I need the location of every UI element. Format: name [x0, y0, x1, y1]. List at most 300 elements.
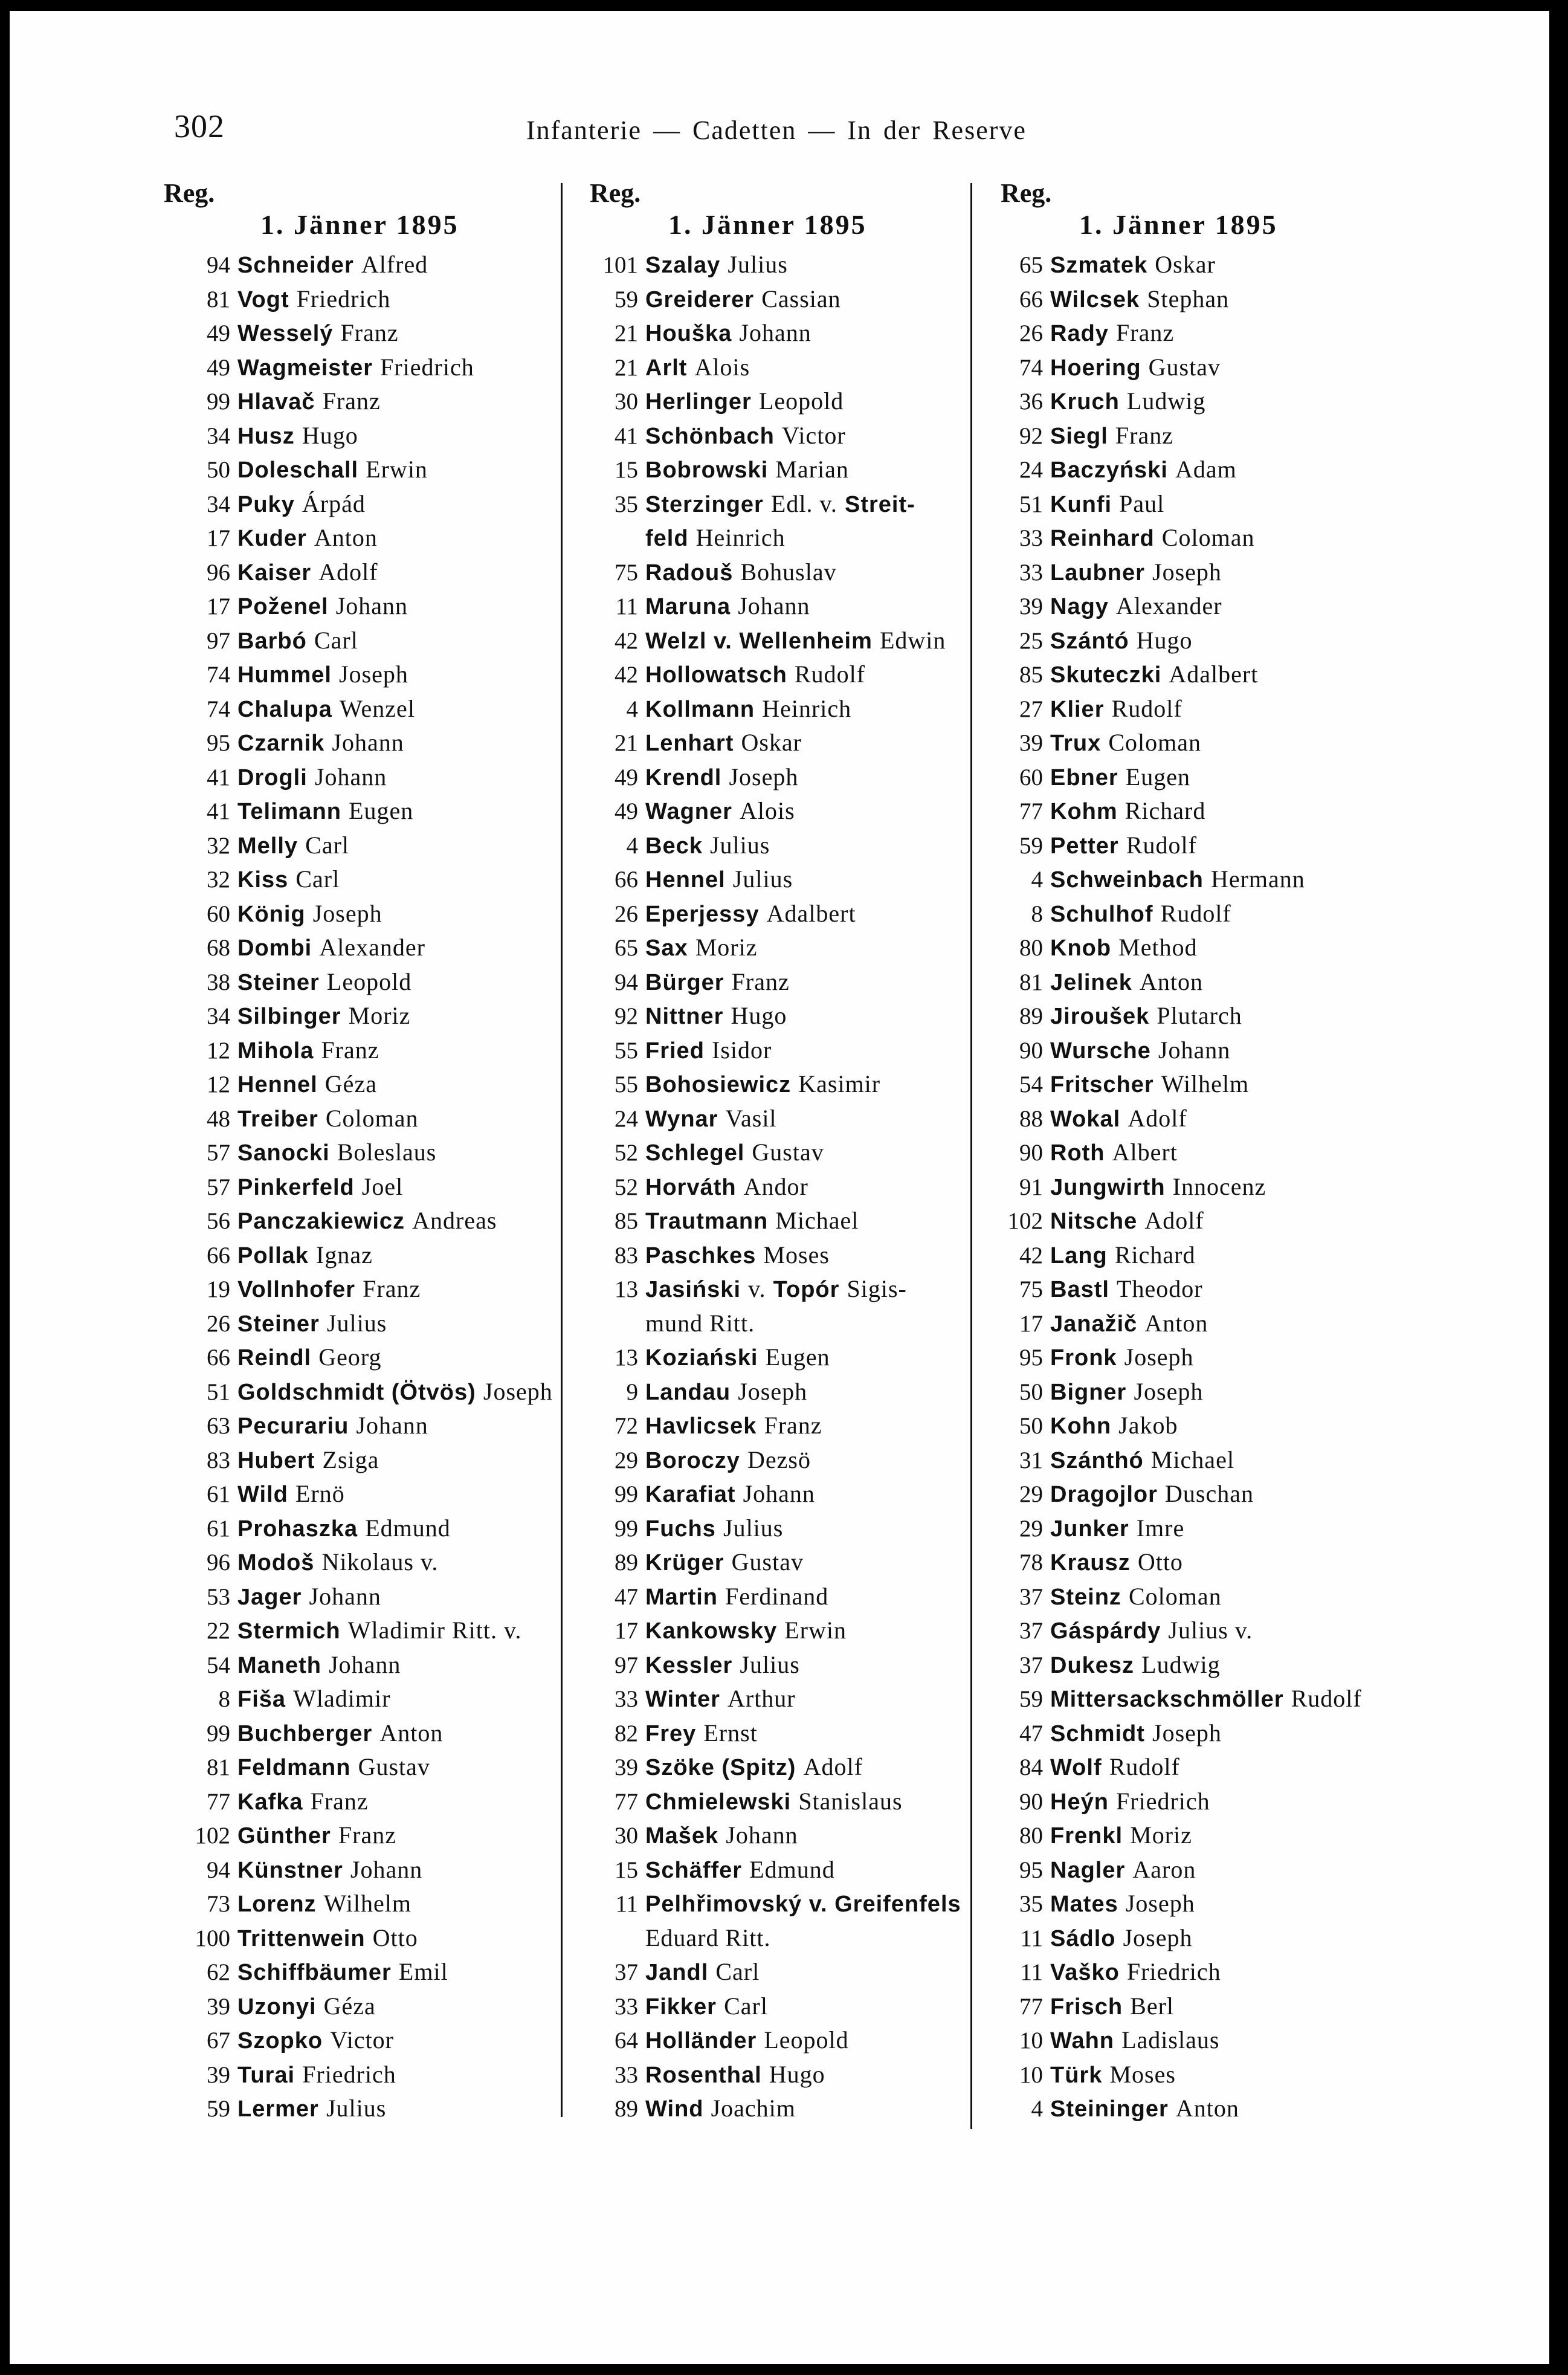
list-item: [164, 2023, 563, 2058]
entry-text: [1050, 1204, 1204, 1239]
reg-number: 59: [207, 2096, 230, 2122]
given-name: Moses: [1109, 2060, 1176, 2088]
given-name: Albert: [1112, 1139, 1178, 1166]
given-name: Bohuslav: [740, 558, 837, 586]
reg-number: 17: [615, 1618, 638, 1644]
list-item: [164, 1511, 563, 1546]
given-name: Rudolf: [1111, 694, 1182, 722]
reg-number: 49: [207, 320, 230, 346]
reg-number: 74: [207, 662, 230, 688]
entry-text: [1050, 1136, 1178, 1171]
given-name: Eugen: [765, 1343, 830, 1371]
surname-continued: Topór: [773, 1277, 840, 1302]
entry-text: [1050, 897, 1231, 932]
reg-number: 55: [615, 1037, 638, 1064]
column-2: [590, 179, 982, 2126]
surname: Feldmann: [237, 1755, 351, 1780]
surname: Maruna: [645, 594, 731, 619]
list-item: [590, 1204, 982, 1238]
reg-number: 66: [207, 1345, 230, 1371]
surname: Fiša: [237, 1687, 286, 1712]
reg-number: 100: [195, 1925, 230, 1951]
entry-text: [645, 1307, 755, 1342]
surname: Krüger: [645, 1550, 724, 1575]
reg-number: 17: [207, 525, 230, 551]
reg-number: 13: [615, 1345, 638, 1371]
list-item: [164, 999, 563, 1033]
list-item: [164, 248, 563, 282]
surname: Kruch: [1050, 389, 1120, 415]
list-item: [590, 965, 982, 1000]
reg-number: 55: [615, 1071, 638, 1097]
entry-text: [1050, 1887, 1195, 1922]
reg-number: 61: [207, 1515, 230, 1542]
given-name: Johann: [726, 1821, 798, 1849]
given-name: Edmund: [365, 1514, 451, 1542]
given-name: Julius v.: [1168, 1617, 1253, 1644]
given-name: Anton: [379, 1719, 444, 1747]
entry-text: [645, 1921, 771, 1956]
surname: Laubner: [1050, 560, 1145, 586]
entry-text: [237, 1033, 379, 1068]
list-item: [1001, 1716, 1393, 1751]
list-item: [590, 1682, 982, 1716]
list-item: [164, 2058, 563, 2092]
given-name: mund Ritt.: [645, 1309, 755, 1337]
reg-number: 102: [195, 1823, 230, 1849]
given-name: Johann: [739, 319, 811, 346]
entry-text: [1050, 999, 1242, 1034]
reg-number: 34: [207, 422, 230, 449]
list-item: [164, 1477, 563, 1511]
reg-number: 15: [615, 457, 638, 483]
reg-number: 96: [207, 1549, 230, 1575]
date-heading: 1. Jänner 1895: [1079, 209, 1278, 240]
surname: Vogt: [237, 286, 289, 312]
list-item: [164, 521, 563, 555]
entry-text: [1050, 1033, 1230, 1068]
surname: Horváth: [645, 1174, 737, 1200]
column-divider: [561, 183, 563, 2117]
list-item: [1001, 1102, 1393, 1136]
surname: Pecurariu: [237, 1414, 349, 1439]
surname: Kollmann: [645, 696, 755, 722]
surname: Eperjessy: [645, 901, 760, 927]
surname: Steiner: [237, 969, 320, 995]
entry-text: [645, 1818, 798, 1853]
reg-number: 65: [615, 935, 638, 961]
surname: Günther: [237, 1823, 331, 1849]
list-item: [1001, 726, 1393, 760]
given-name: Anton: [314, 524, 378, 551]
surname: Kafka: [237, 1789, 303, 1815]
given-name: Isidor: [712, 1036, 772, 1064]
surname: Pollak: [237, 1242, 309, 1268]
entry-text: [645, 282, 841, 317]
surname: Treiber: [237, 1106, 318, 1132]
surname: Mašek: [645, 1823, 719, 1849]
reg-number: 4: [1031, 867, 1043, 893]
given-name: Gustav: [358, 1753, 430, 1780]
given-name: Johann: [1158, 1036, 1231, 1064]
entry-text: [237, 1955, 448, 1990]
list-item: [164, 1170, 563, 1204]
surname: Czarnik: [237, 731, 325, 756]
given-name: Arthur: [727, 1685, 796, 1712]
given-name: Nikolaus v.: [321, 1548, 439, 1575]
list-item: [1001, 1340, 1393, 1375]
surname: Siegl: [1050, 423, 1108, 449]
reg-number: 4: [626, 696, 638, 722]
given-name: Wenzel: [340, 694, 415, 722]
column-3: [1001, 179, 1393, 2126]
given-name: Ludwig: [1141, 1650, 1221, 1678]
given-name: Joseph: [483, 1377, 553, 1405]
reg-label: Reg.: [590, 178, 641, 208]
list-item: [590, 1443, 982, 1478]
entry-text: [237, 1989, 376, 2024]
list-item: [1001, 897, 1393, 931]
reg-number: 88: [1019, 1105, 1043, 1132]
list-item: [590, 1170, 982, 1204]
surname: Rady: [1050, 321, 1109, 346]
given-name: Carl: [724, 1992, 768, 2020]
list-item: [164, 862, 563, 897]
entry-text: [237, 1443, 379, 1478]
given-name: Hugo: [731, 1002, 787, 1029]
entry-text: [645, 1682, 796, 1717]
given-name: Rudolf: [1160, 899, 1231, 927]
entry-text: [1050, 1921, 1192, 1956]
reg-number: 11: [1020, 1959, 1043, 1985]
list-item: [590, 1853, 982, 1887]
list-item: [164, 1272, 563, 1307]
reg-number: 49: [615, 798, 638, 824]
given-name: Johann: [350, 1855, 423, 1883]
given-name: Carl: [305, 831, 350, 859]
entry-text: [1050, 2092, 1239, 2127]
reg-number: 81: [207, 286, 230, 312]
entry-text: [645, 1785, 903, 1820]
list-item: [1001, 419, 1393, 453]
list-item: [1001, 829, 1393, 863]
given-name: Andor: [743, 1172, 808, 1200]
list-item: [164, 1853, 563, 1887]
list-item: [1001, 1272, 1393, 1307]
surname: Skuteczki: [1050, 662, 1162, 688]
surname: Sax: [645, 935, 688, 961]
list-item: [164, 487, 563, 522]
surname: Karafiat: [645, 1482, 736, 1507]
reg-number: 35: [1019, 1891, 1043, 1917]
reg-number: 15: [615, 1856, 638, 1883]
entry-text: [1050, 658, 1258, 693]
given-name: Ernö: [295, 1480, 345, 1507]
list-item: [590, 1887, 982, 1921]
given-name: Alfred: [361, 251, 428, 278]
given-name: Johann: [332, 729, 404, 756]
entry-text: [237, 2023, 394, 2058]
given-name: Erwin: [366, 456, 428, 483]
given-name: Ernst: [703, 1719, 758, 1747]
reg-number: 24: [1019, 457, 1043, 483]
entry-list: [164, 248, 563, 2126]
surname: Jelinek: [1050, 969, 1132, 995]
list-item: [1001, 453, 1393, 487]
reg-number: 13: [615, 1276, 638, 1302]
list-item: [590, 999, 982, 1033]
given-name: Richard: [1114, 1241, 1196, 1268]
reg-number: 33: [615, 1686, 638, 1712]
entry-text: [645, 2092, 796, 2127]
entry-text: [237, 1716, 443, 1751]
surname: Roth: [1050, 1140, 1105, 1166]
reg-number: 41: [207, 764, 230, 790]
given-name: Johann: [309, 1582, 381, 1610]
list-item: [590, 1477, 982, 1511]
reg-number: 35: [615, 491, 638, 517]
list-item: [164, 794, 563, 829]
list-item: [590, 555, 982, 590]
given-name: Jakob: [1118, 1412, 1178, 1439]
surname: Houška: [645, 321, 732, 346]
entry-text: [237, 999, 410, 1034]
given-name: Gustav: [1148, 353, 1221, 381]
given-name: Joseph: [339, 661, 408, 688]
list-item: [590, 1067, 982, 1102]
entry-text: [645, 589, 810, 624]
surname: Fritscher: [1050, 1072, 1154, 1097]
surname: Radouš: [645, 560, 734, 586]
surname: Kiss: [237, 867, 289, 893]
list-item: [164, 1716, 563, 1751]
entry-text: [645, 829, 770, 864]
list-item: [590, 1272, 982, 1307]
list-item: [164, 282, 563, 317]
entry-text: [1050, 1238, 1196, 1273]
surname: Wagner: [645, 799, 732, 824]
reg-number: 34: [207, 1003, 230, 1029]
given-name: Wilhelm: [323, 1890, 412, 1917]
given-name: Franz: [731, 968, 790, 995]
surname: Husz: [237, 423, 295, 449]
reg-number: 27: [1019, 696, 1043, 722]
list-item: [164, 760, 563, 795]
list-item: [590, 487, 982, 522]
surname: Lenhart: [645, 731, 734, 756]
surname: Dombi: [237, 935, 312, 961]
entry-text: [645, 1272, 907, 1307]
surname: Szántó: [1050, 628, 1129, 654]
surname: Nagler: [1050, 1857, 1126, 1883]
list-item: [1001, 1204, 1393, 1238]
surname: Paschkes: [645, 1242, 757, 1268]
given-name: Franz: [310, 1787, 369, 1815]
entry-text: [237, 829, 349, 864]
entry-text: [237, 760, 387, 795]
surname: Hubert: [237, 1447, 315, 1473]
surname: Dukesz: [1050, 1652, 1135, 1678]
given-name: Joseph: [1152, 1719, 1222, 1747]
given-name: Eugen: [1125, 763, 1190, 790]
entry-text: [645, 2023, 849, 2058]
reg-number: 22: [207, 1618, 230, 1644]
entry-text: [1050, 1375, 1203, 1410]
list-item: [1001, 316, 1393, 351]
entry-text: [645, 1477, 815, 1512]
reg-number: 59: [1019, 1686, 1043, 1712]
surname: Bobrowski: [645, 457, 769, 483]
reg-number: 53: [207, 1583, 230, 1610]
reg-number: 42: [615, 662, 638, 688]
reg-number: 94: [207, 1856, 230, 1883]
list-item: [1001, 999, 1393, 1033]
list-item: [164, 1989, 563, 2024]
list-item: [1001, 1989, 1393, 2024]
reg-number: 85: [1019, 662, 1043, 688]
surname: Kankowsky: [645, 1618, 778, 1644]
list-item: [1001, 1477, 1393, 1511]
surname: Rosenthal: [645, 2062, 762, 2088]
list-item: [1001, 760, 1393, 795]
surname: Trautmann: [645, 1209, 769, 1234]
reg-number: 75: [615, 559, 638, 586]
given-name: Franz: [322, 387, 381, 415]
reg-number: 33: [1019, 525, 1043, 551]
reg-number: 60: [207, 900, 230, 927]
surname: Bastl: [1050, 1277, 1109, 1302]
surname: Poženel: [237, 594, 329, 619]
list-item: [164, 658, 563, 692]
list-item: [590, 1545, 982, 1580]
given-name: Alexander: [1116, 592, 1222, 619]
entry-text: [1050, 1340, 1194, 1375]
entry-text: [645, 1716, 758, 1751]
entry-text: [645, 1443, 811, 1478]
entry-text: [645, 1409, 822, 1444]
given-name: Wladimir: [293, 1685, 391, 1712]
surname: Wolf: [1050, 1755, 1102, 1780]
given-name: Innocenz: [1172, 1172, 1266, 1200]
given-name: Johann: [314, 763, 387, 790]
reg-number: 77: [1019, 1993, 1043, 2020]
given-name: Friedrich: [1116, 1787, 1210, 1815]
given-name: Julius: [723, 1514, 784, 1542]
given-name: Edmund: [749, 1855, 835, 1883]
given-name: Oskar: [741, 729, 802, 756]
given-name: Wilhelm: [1161, 1070, 1250, 1097]
surname: Sádlo: [1050, 1925, 1116, 1951]
list-item: [590, 1921, 982, 1956]
given-name: Adolf: [318, 558, 378, 586]
given-name: Hugo: [1136, 626, 1193, 654]
list-item: [164, 1238, 563, 1273]
list-item: [1001, 1511, 1393, 1546]
surname: Winter: [645, 1687, 720, 1712]
reg-number: 41: [207, 798, 230, 824]
surname: Hummel: [237, 662, 332, 688]
reg-number: 30: [615, 389, 638, 415]
surname: Uzonyi: [237, 1994, 317, 2020]
surname: Holländer: [645, 2028, 757, 2053]
list-item: [590, 1409, 982, 1443]
surname: Frey: [645, 1721, 697, 1747]
list-item: [1001, 1307, 1393, 1341]
surname: Stermich: [237, 1618, 341, 1644]
list-item: [590, 897, 982, 931]
given-name: Franz: [1115, 421, 1173, 449]
surname: Mittersackschmöller: [1050, 1687, 1284, 1712]
surname: Mates: [1050, 1892, 1118, 1917]
list-item: [590, 931, 982, 965]
given-name: Coloman: [325, 1104, 419, 1132]
list-item: [590, 1511, 982, 1546]
given-name-continued: Sigis-: [847, 1275, 907, 1302]
list-item: [590, 1716, 982, 1751]
reg-number: 26: [207, 1310, 230, 1337]
surname: Trux: [1050, 731, 1102, 756]
given-name: Rudolf: [794, 661, 866, 688]
entry-text: [237, 965, 411, 1000]
date-heading: 1. Jänner 1895: [668, 209, 867, 240]
given-name: Hugo: [769, 2060, 825, 2088]
given-name: Johann: [356, 1412, 428, 1439]
list-item: [1001, 692, 1393, 726]
reg-number: 81: [1019, 969, 1043, 995]
reg-number: 9: [626, 1378, 638, 1405]
list-item: [164, 1409, 563, 1443]
surname: Nagy: [1050, 594, 1109, 619]
entry-text: [1050, 1307, 1208, 1342]
list-item: [590, 1033, 982, 1068]
list-item: [164, 555, 563, 590]
given-name: Franz: [338, 1821, 396, 1849]
surname: Türk: [1050, 2062, 1103, 2088]
given-name: Stephan: [1147, 285, 1230, 312]
list-item: [590, 726, 982, 760]
entry-text: [645, 2058, 825, 2093]
list-item: [590, 1614, 982, 1648]
list-item: [1001, 487, 1393, 522]
reg-number: 26: [615, 900, 638, 927]
surname: Lorenz: [237, 1892, 317, 1917]
entry-text: [1050, 1409, 1178, 1444]
surname: Bohosiewicz: [645, 1072, 792, 1097]
reg-number: 10: [1019, 2061, 1043, 2088]
surname: Goldschmidt (Ötvös): [237, 1379, 476, 1405]
entry-text: [237, 1887, 411, 1922]
entry-text: [237, 794, 413, 829]
surname: Barbó: [237, 628, 307, 654]
list-item: [164, 965, 563, 1000]
reg-number: 78: [1019, 1549, 1043, 1575]
list-item: [164, 589, 563, 624]
reg-number: 95: [1019, 1345, 1043, 1371]
reg-number: 21: [615, 320, 638, 346]
surname: Jungwirth: [1050, 1174, 1166, 1200]
surname: Hennel: [645, 867, 726, 893]
given-name: Duschan: [1165, 1480, 1254, 1507]
given-name: Franz: [363, 1275, 421, 1302]
list-item: [164, 1750, 563, 1785]
entry-text: [1050, 487, 1164, 522]
entry-text: [1050, 316, 1174, 351]
entry-text: [237, 1511, 451, 1546]
entry-text: [645, 1204, 859, 1239]
reg-number: 39: [615, 1754, 638, 1780]
surname: Schweinbach: [1050, 867, 1204, 893]
surname: Greiderer: [645, 286, 755, 312]
